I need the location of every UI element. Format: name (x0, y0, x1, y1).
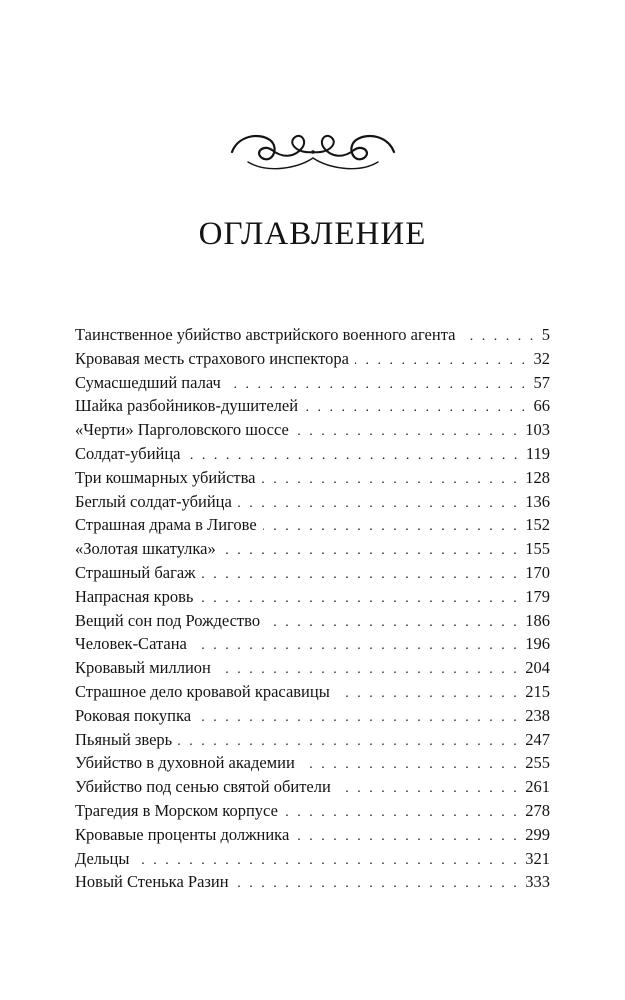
toc-entry-title: Убийство под сенью святой обители (75, 777, 331, 797)
toc-entry-page-number: 155 (525, 539, 550, 559)
toc-entry[interactable] (75, 373, 550, 397)
toc-entry[interactable] (75, 658, 550, 682)
toc-entry-page-number: 128 (525, 467, 550, 487)
toc-entry-title: Кровавая месть страхового инспектора (75, 348, 349, 368)
toc-entry-page-number: 5 (541, 325, 550, 344)
toc-entry-page-number: 179 (525, 586, 550, 606)
toc-dot-leader (461, 329, 535, 345)
toc-dot-leader (295, 829, 519, 845)
toc-entry[interactable] (75, 492, 550, 516)
toc-entry-page-number: 196 (525, 634, 550, 654)
toc-entry-title: «Золотая шкатулка» (75, 539, 216, 559)
toc-dot-leader (193, 638, 519, 654)
toc-entry-title: Солдат-убийца (75, 443, 181, 463)
toc-entry[interactable] (75, 444, 550, 468)
toc-entry-page-number: 247 (525, 729, 550, 749)
toc-entry[interactable] (75, 515, 550, 539)
toc-dot-leader (266, 615, 519, 631)
toc-dot-leader (355, 353, 528, 369)
toc-entry-page-number: 255 (525, 753, 550, 773)
toc-entry[interactable] (75, 825, 550, 849)
toc-entry-title: Новый Стенька Разин (75, 872, 229, 892)
toc-entry[interactable] (75, 634, 550, 658)
toc-entry[interactable] (75, 682, 550, 706)
toc-entry-title: Пьяный зверь (75, 729, 173, 749)
toc-entry[interactable] (75, 468, 550, 492)
toc-dot-leader (263, 519, 520, 535)
toc-entry-page-number: 66 (533, 396, 550, 416)
toc-entry-title: Таинственное убийство австрийского военного агента (75, 325, 456, 344)
toc-entry-title: Дельцы (75, 848, 130, 868)
toc-entry-title: Кровавые проценты должника (75, 824, 290, 844)
toc-entry[interactable] (75, 849, 550, 873)
toc-entry-page-number: 333 (525, 872, 550, 892)
toc-entry[interactable] (75, 706, 550, 730)
toc-entry[interactable] (75, 325, 550, 349)
toc-entry[interactable] (75, 420, 550, 444)
toc-entry[interactable] (75, 396, 550, 420)
toc-entry-title: Три кошмарных убийства (75, 467, 256, 487)
table-of-contents (75, 325, 550, 896)
toc-entry-page-number: 57 (533, 372, 550, 392)
toc-entry-title: Сумасшедший палач (75, 372, 221, 392)
toc-dot-leader (217, 662, 519, 678)
toc-entry-page-number: 152 (525, 515, 550, 535)
toc-entry-page-number: 32 (533, 348, 550, 368)
toc-entry[interactable] (75, 777, 550, 801)
toc-entry-title: «Черти» Парголовского шоссе (75, 420, 289, 440)
toc-entry[interactable] (75, 611, 550, 635)
toc-entry-page-number: 215 (525, 681, 550, 701)
toc-entry[interactable] (75, 730, 550, 754)
toc-entry[interactable] (75, 801, 550, 825)
toc-entry-page-number: 238 (525, 705, 550, 725)
toc-entry-title: Кровавый миллион (75, 658, 211, 678)
toc-dot-leader (284, 805, 519, 821)
toc-entry-page-number: 278 (525, 800, 550, 820)
flourish-ornament-icon (228, 122, 398, 180)
toc-entry[interactable] (75, 349, 550, 373)
toc-dot-leader (222, 543, 520, 559)
toc-dot-leader (301, 757, 519, 773)
toc-entry-page-number: 261 (525, 777, 550, 797)
toc-entry[interactable] (75, 753, 550, 777)
toc-dot-leader (295, 424, 519, 440)
toc-entry-page-number: 299 (525, 824, 550, 844)
toc-dot-leader (178, 734, 519, 750)
toc-dot-leader (135, 853, 519, 869)
toc-dot-leader (197, 710, 519, 726)
toc-entry-page-number: 136 (525, 491, 550, 511)
toc-entry-page-number: 103 (525, 420, 550, 440)
toc-entry-title: Роковая покупка (75, 705, 192, 725)
toc-dot-leader (336, 686, 519, 702)
toc-entry-title: Напрасная кровь (75, 586, 194, 606)
toc-dot-leader (235, 876, 520, 892)
toc-dot-leader (304, 400, 527, 416)
toc-entry[interactable] (75, 587, 550, 611)
toc-entry-page-number: 186 (525, 610, 550, 630)
toc-dot-leader (202, 567, 520, 583)
toc-entry-page-number: 204 (525, 658, 550, 678)
toc-entry[interactable] (75, 539, 550, 563)
toc-entry[interactable] (75, 563, 550, 587)
toc-entry-title: Убийство в духовной академии (75, 753, 295, 773)
toc-dot-leader (187, 448, 520, 464)
toc-dot-leader (262, 472, 520, 488)
toc-entry-title: Страшная драма в Лигове (75, 515, 257, 535)
toc-dot-leader (238, 496, 519, 512)
toc-dot-leader (337, 781, 519, 797)
toc-dot-leader (227, 377, 528, 393)
toc-dot-leader (199, 591, 519, 607)
toc-entry-title: Трагедия в Морском корпусе (75, 800, 278, 820)
toc-entry-title: Человек-Сатана (75, 634, 187, 654)
toc-entry-title: Страшный багаж (75, 562, 196, 582)
toc-entry-page-number: 170 (525, 562, 550, 582)
page-title: ОГЛАВЛЕНИЕ (198, 216, 427, 252)
toc-entry[interactable] (75, 872, 550, 896)
toc-entry-title: Шайка разбойников-душителей (75, 396, 299, 416)
toc-entry-title: Вещий сон под Рождество (75, 610, 261, 630)
toc-entry-page-number: 119 (525, 443, 550, 463)
toc-entry-title: Страшное дело кровавой красавицы (75, 681, 330, 701)
toc-entry-title: Беглый солдат-убийца (75, 491, 232, 511)
toc-entry-page-number: 321 (525, 848, 550, 868)
